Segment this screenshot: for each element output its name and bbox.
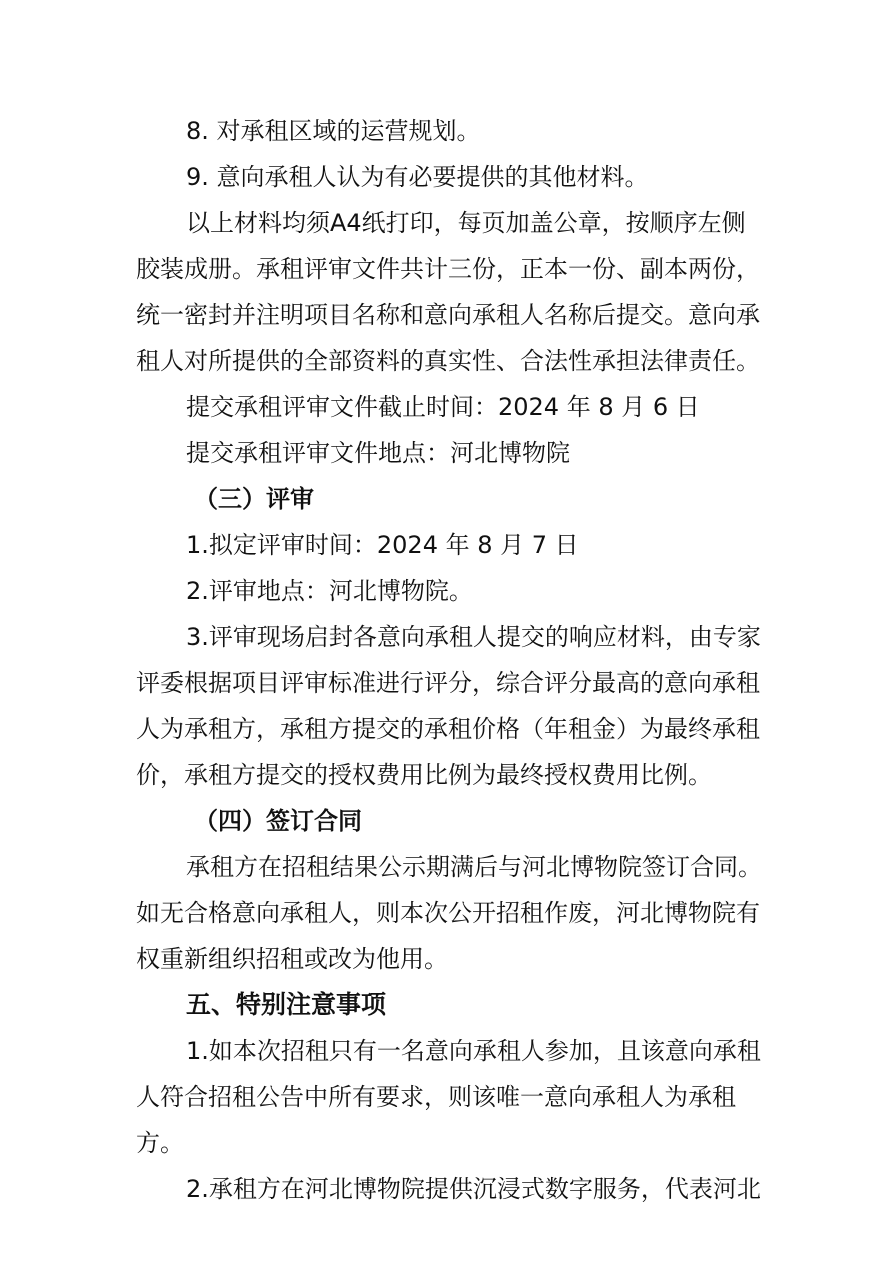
list-item-9: 9. 意向承租人认为有必要提供的其他材料。	[186, 163, 649, 191]
review-time: 1.拟定评审时间：2024 年 8 月 7 日	[186, 531, 579, 559]
paragraph-line: 承租方在招租结果公示期满后与河北博物院签订合同。	[186, 853, 762, 881]
paragraph-line: 以上材料均须A4纸打印，每页加盖公章，按顺序左侧	[186, 209, 746, 237]
list-item-8: 8. 对承租区域的运营规划。	[186, 117, 481, 145]
paragraph-line: 统一密封并注明项目名称和意向承租人名称后提交。意向承	[136, 301, 760, 329]
review-location: 2.评审地点：河北博物院。	[186, 577, 473, 605]
submission-location: 提交承租评审文件地点：河北博物院	[186, 439, 570, 467]
paragraph-line: 如无合格意向承租人，则本次公开招租作废，河北博物院有	[136, 899, 760, 927]
paragraph-line: 方。	[136, 1129, 184, 1157]
paragraph-line: 租人对所提供的全部资料的真实性、合法性承担法律责任。	[136, 347, 760, 375]
subsection-heading-contract: （四）签订合同	[194, 807, 362, 835]
paragraph-line: 人符合招租公告中所有要求，则该唯一意向承租人为承租	[136, 1083, 736, 1111]
subsection-heading-review: （三）评审	[194, 485, 314, 513]
paragraph-line: 权重新组织招租或改为他用。	[136, 945, 448, 973]
paragraph-line: 胶装成册。承租评审文件共计三份，正本一份、副本两份，	[136, 255, 760, 283]
paragraph-line: 价，承租方提交的授权费用比例为最终授权费用比例。	[136, 761, 712, 789]
section-heading-special-notes: 五、特别注意事项	[186, 990, 387, 1019]
paragraph-line: 3.评审现场启封各意向承租人提交的响应材料，由专家	[186, 623, 761, 651]
paragraph-line: 评委根据项目评审标准进行评分，综合评分最高的意向承租	[136, 669, 760, 697]
paragraph-line: 人为承租方，承租方提交的承租价格（年租金）为最终承租	[136, 715, 760, 743]
submission-deadline: 提交承租评审文件截止时间：2024 年 8 月 6 日	[186, 393, 700, 421]
paragraph-line: 1.如本次招租只有一名意向承租人参加，且该意向承租	[186, 1037, 761, 1065]
paragraph-line: 2.承租方在河北博物院提供沉浸式数字服务，代表河北	[186, 1175, 761, 1203]
